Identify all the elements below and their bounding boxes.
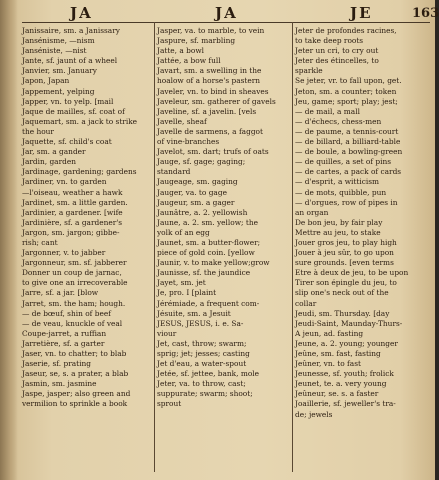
dictionary-entry-line: Japper, vn. to yelp. [mail <box>22 96 114 106</box>
dictionary-entry-line: Jetée, sf. jettee, bank, mole <box>157 369 260 379</box>
dictionary-entry-line: Jeton, sm. a counter; token <box>295 86 397 96</box>
dictionary-entry-line: Jaque de mailles, sf. coat of <box>22 106 125 116</box>
dictionary-entry-line: Se jeter, vr. to fall upon, get. <box>295 76 402 86</box>
dictionary-entry-line: Jarre, sf. a jar. [blow <box>22 288 99 298</box>
dictionary-entry-line: Jaunir, v. to make yellow;grow <box>157 258 270 268</box>
dictionary-entry-line: Mettre au jeu, to stake <box>295 227 381 237</box>
dictionary-entry-line: Javelle de sarmens, a faggot <box>157 126 263 136</box>
dictionary-entry-line: — d'échecs, chess-men <box>295 116 382 126</box>
dictionary-entry-line: Jatte, a bowl <box>157 46 205 56</box>
dictionary-entry-line: Jaseur, se, s. a prater, a blab <box>22 369 129 379</box>
entries-column-2 <box>157 26 290 476</box>
dictionary-entry-line: Jeter un cri, to cry out <box>295 46 379 56</box>
dictionary-entry-line: Jaquemart, sm. a jack to strike <box>22 116 138 126</box>
dictionary-entry-line: — d'esprit, a witticism <box>295 177 380 187</box>
dictionary-entry-line: Jaser, vn. to chatter; to blab <box>22 349 127 358</box>
dictionary-entry-line: — de boule, a bowling-green <box>295 147 403 157</box>
dictionary-entry-line: Etre à deux de jeu, to be upon <box>295 268 409 278</box>
dictionary-entry-line: — de cartes, a pack of cards <box>295 167 402 177</box>
dictionary-entry-line: Coupe-jarret, a ruffian <box>22 328 107 338</box>
dictionary-entry-line: Jauger, va. to gage <box>157 187 227 197</box>
dictionary-entry-line: Jeune, a. 2. young; younger <box>295 338 398 348</box>
dictionary-entry-line: Javelot, sm. dart; trufs of oats <box>157 147 269 157</box>
dictionary-entry-line: Jeu, game; sport; play; jest; <box>295 96 398 106</box>
dictionary-entry-line: vermilion to sprinkle a book <box>22 399 128 409</box>
dictionary-entry-line: sprig; jet; jesses; casting <box>157 349 250 358</box>
dictionary-entry-line: Jardiner, vn. to garden <box>22 177 107 187</box>
dictionary-entry-line: piece of gold coin. [yellow <box>157 248 255 258</box>
dictionary-entry-line: sprout <box>157 399 182 409</box>
dictionary-entry-line: Javelle, sheaf <box>157 116 207 126</box>
dictionary-entry-line: Jayet, sm. jet <box>157 278 206 288</box>
dictionary-entry-line: Jargonner, v. to jabber <box>22 248 106 258</box>
dictionary-entry-line: Jansénisme, —nism <box>22 36 95 46</box>
dictionary-entry-line: — de bœuf, shin of beef <box>22 308 111 318</box>
dictionary-entry-line: Jaunisse, sf. the jaundice <box>157 268 251 278</box>
dictionary-entry-line: Jappement, yelping <box>22 86 95 96</box>
dictionary-entry-line: — de quilles, a set of pins <box>295 157 392 167</box>
dictionary-entry-line: Jargonneur, sm. sf. jabberer <box>22 258 127 268</box>
running-head-middle: JA <box>215 4 238 22</box>
dictionary-entry-line: — de veau, knuckle of veal <box>22 318 123 328</box>
dictionary-entry-line: Jet d'eau, a water-spout <box>157 359 247 369</box>
dictionary-entry-line: yolk of an egg <box>157 227 210 237</box>
dictionary-entry-line: sure grounds. [even terms <box>295 258 394 268</box>
dictionary-entry-line: viour <box>157 328 177 338</box>
dictionary-entry-line: Joaillerie, sf. jeweller's tra- <box>295 399 396 409</box>
dictionary-entry-line: Jardin, garden <box>22 157 76 167</box>
dictionary-entry-line: of vine-branches <box>157 137 220 147</box>
dictionary-entry-line: Jardinage, gardening; gardens <box>22 167 137 177</box>
dictionary-entry-line: Jeter des étincelles, to <box>295 56 379 66</box>
dictionary-entry-line: Jeter, va. to throw, cast; <box>157 379 246 389</box>
dictionary-entry-line: Donner un coup de jarnac, <box>22 268 122 278</box>
dictionary-entry-line: an organ <box>295 207 329 217</box>
dictionary-entry-line: Javeleur, sm. gatherer of gavels <box>157 96 276 106</box>
dictionary-entry-line: standard <box>157 167 191 177</box>
dictionary-entry-line: Jésuite, sm. a Jesuit <box>157 308 231 318</box>
dictionary-entry-line: Jasmin, sm. jasmine <box>22 379 97 389</box>
dictionary-entry-line: Jaspe, jasper; also green and <box>22 389 131 399</box>
dictionary-entry-line: —l'oiseau, weather a hawk <box>22 187 123 197</box>
dictionary-entry-line: Jet, cast, throw; swarm; <box>157 338 247 348</box>
dictionary-entry-line: — de mots, quibble, pun <box>295 187 387 197</box>
dictionary-entry-line: Jardinière, sf. a gardener's <box>22 217 123 227</box>
header-rule <box>22 22 430 23</box>
dictionary-entry-line: Jauge, sf. gage; gaging; <box>157 157 246 167</box>
dictionary-entry-line: to take deep roots <box>295 36 364 46</box>
dictionary-entry-line: Jarret, sm. the ham; hough. <box>22 298 126 308</box>
dictionary-entry-line: Jeudi-Saint, Maunday-Thurs- <box>295 318 403 328</box>
dictionary-entry-line: — de mail, a mall <box>295 106 360 116</box>
dictionary-entry-line: Janvier, sm. January <box>22 66 97 76</box>
dictionary-entry-line: collar <box>295 298 317 308</box>
dictionary-entry-line: Janissaire, sm. a Janissary <box>22 26 120 35</box>
dictionary-entry-line: Jouer à jeu sûr, to go upon <box>295 248 394 258</box>
dictionary-entry-line: sparkle <box>295 66 323 76</box>
column-divider <box>292 22 293 472</box>
dictionary-entry-line: Jattée, a bow full <box>157 56 221 66</box>
dictionary-entry-line: rish; cant <box>22 237 58 247</box>
dictionary-entry-line: Javeline, sf. a javelin. [vels <box>157 106 257 116</box>
running-head-right: JE <box>350 4 373 22</box>
dictionary-entry-line: Jaugeage, sm. gaging <box>157 177 238 187</box>
dictionary-entry-line: Javart, sm. a swelling in the <box>157 66 262 76</box>
dictionary-entry-line: slip one's neck out of the <box>295 288 389 298</box>
dictionary-entry-line: Jaunâtre, a. 2. yellowish <box>157 207 248 217</box>
dictionary-entry-line: Jeunet, te. a. very young <box>295 379 387 389</box>
dictionary-entry-line: Jardinier, a gardener. [wife <box>22 207 123 217</box>
dictionary-entry-line: the hour <box>22 126 54 136</box>
column-divider <box>154 22 155 472</box>
dictionary-entry-line: Tirer son épingle du jeu, to <box>295 278 397 288</box>
dictionary-entry-line: Jaquette, sf. child's coat <box>22 137 112 147</box>
dictionary-entry-line: Jar, sm. a gander <box>22 147 86 157</box>
page-number: 163 <box>412 6 439 21</box>
dictionary-entry-line: — d'orgues, row of pipes in <box>295 197 398 207</box>
dictionary-entry-line: De bon jeu, by fair play <box>295 217 383 227</box>
dictionary-entry-line: hoalow of a horse's pastern <box>157 76 261 86</box>
dictionary-entry-line: Jaunet, sm. a butter-flower; <box>157 237 261 247</box>
dictionary-entry-line: Jarretière, sf. a garter <box>22 338 105 348</box>
dictionary-entry-line: de; jewels <box>295 409 333 419</box>
dictionary-entry-line: Je, pro. I [plaint <box>157 288 217 298</box>
dictionary-entry-line: Jaserie, sf. prating <box>22 359 91 369</box>
dictionary-entry-line: Jeunesse, sf. youth; frolick <box>295 369 394 379</box>
dictionary-entry-line: Jante, sf. jaunt of a wheel <box>22 56 118 66</box>
running-head-left: JA <box>70 4 93 22</box>
dictionary-entry-line: Japon, Japan <box>22 76 70 86</box>
dictionary-entry-line: Jargon, sm. jargon; gibbe- <box>22 227 120 237</box>
dictionary-entry-line: Jeûneur, se. s. a faster <box>295 389 379 399</box>
dictionary-entry-line: JESUS, JESUS, i. e. Sa- <box>157 318 244 328</box>
dictionary-entry-line: Jardinet, sm. a little garden. <box>22 197 128 207</box>
dictionary-entry-line: Jasper, va. to marble, to vein <box>157 26 265 35</box>
entries-column-3 <box>295 26 426 476</box>
dictionary-entry-line: Janséniste, —nist <box>22 46 87 56</box>
dictionary-entry-line: — de paume, a tennis-court <box>295 126 399 136</box>
dictionary-entry-line: Javeler, vn. to bind in sheaves <box>157 86 269 96</box>
dictionary-entry-line: A jeun, ad. fasting <box>295 328 364 338</box>
dictionary-entry-line: Jérémiade, a frequent com- <box>157 298 260 308</box>
dictionary-entry-line: to give one an irrecoverable <box>22 278 128 288</box>
dictionary-entry-line: Jaugeur, sm. a gager <box>157 197 235 207</box>
dictionary-entry-line: Jeter de profondes racines, <box>295 26 397 35</box>
dictionary-entry-line: Jaune, a. 2. sm. yellow; the <box>157 217 258 227</box>
dictionary-entry-line: Jeûne, sm. fast, fasting <box>295 349 381 358</box>
dictionary-entry-line: — de billard, a billiard-table <box>295 137 401 147</box>
dictionary-entry-line: Jouer gros jeu, to play high <box>295 237 397 247</box>
dictionary-entry-line: Jeudi, sm. Thursday. [day <box>295 308 390 318</box>
dictionary-entry-line: suppurate; swarm; shoot; <box>157 389 253 399</box>
dictionary-entry-line: Jeûner, vn. to fast <box>295 359 361 369</box>
entries-column-1 <box>22 26 153 476</box>
dictionary-entry-line: Jaspure, sf. marbling <box>157 36 236 46</box>
